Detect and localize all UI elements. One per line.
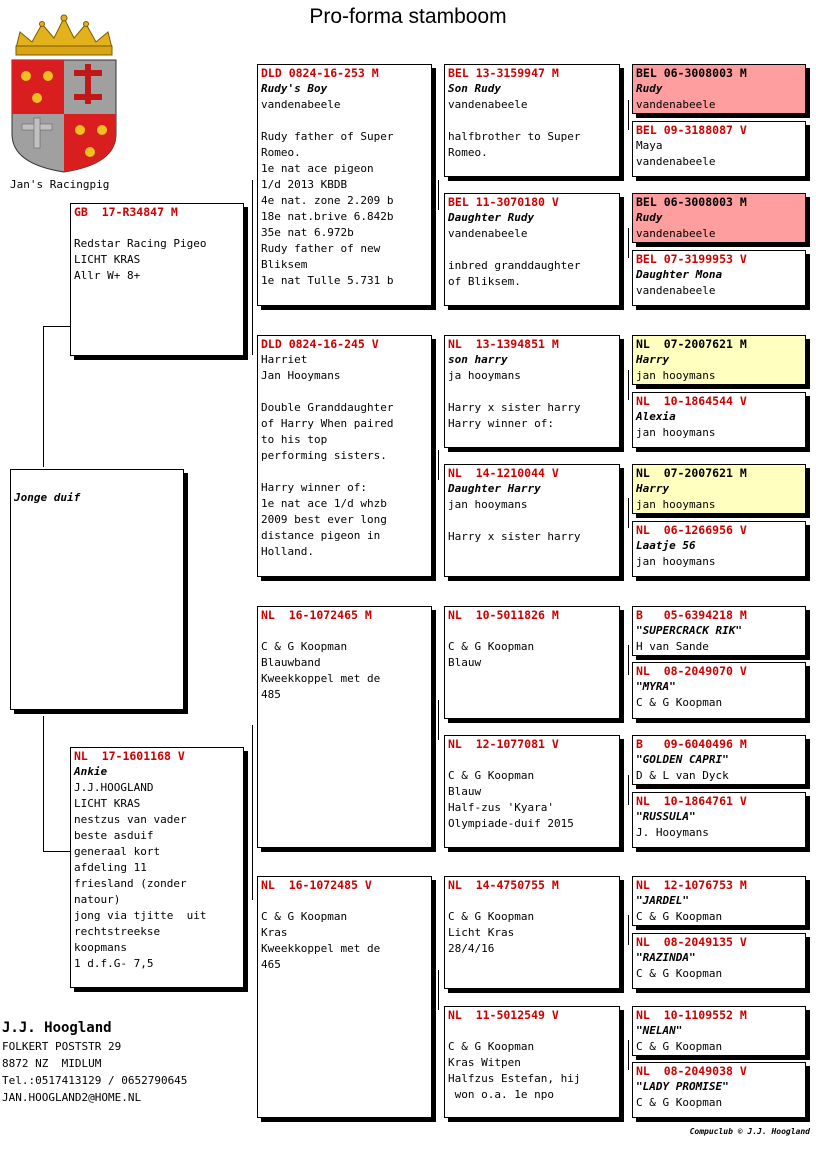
pigeon-info-line: distance pigeon in bbox=[261, 529, 381, 542]
pedigree-box-g12 bbox=[632, 792, 806, 848]
pedigree-box-g15 bbox=[632, 1006, 806, 1056]
ring-number: NL 08-2049135 V bbox=[636, 935, 747, 949]
pigeon-info-line: 1 d.f.G- 7,5 bbox=[74, 957, 154, 970]
pigeon-name: Daughter Mona bbox=[636, 268, 723, 281]
pigeon-info-line bbox=[445, 242, 619, 258]
pigeon-info-line: Double Granddaughter bbox=[261, 401, 394, 414]
pigeon-info-line: 18e nat.brive 6.842b bbox=[261, 210, 394, 223]
pigeon-name: "JARDEL" bbox=[636, 894, 689, 907]
pigeon-info-line bbox=[445, 623, 619, 639]
pedigree-box-sdd bbox=[444, 464, 620, 577]
pigeon-info-line: Half-zus 'Kyara' bbox=[448, 801, 554, 814]
pigeon-info-line: 4e nat. zone 2.209 b bbox=[261, 194, 394, 207]
pigeon-name: "SUPERCRACK RIK" bbox=[636, 624, 742, 637]
pigeon-info-line: C & G Koopman bbox=[636, 696, 723, 709]
pigeon-info-line: performing sisters. bbox=[261, 449, 387, 462]
connector-line bbox=[628, 100, 629, 130]
pigeon-info-line: vandenabeele bbox=[448, 98, 528, 111]
pigeon-info-line: J.J.HOOGLAND bbox=[74, 781, 154, 794]
ring-number: BEL 06-3008003 M bbox=[636, 66, 747, 80]
ring-number: BEL 07-3199953 V bbox=[636, 252, 747, 266]
pigeon-info-line: jan hooymans bbox=[636, 498, 716, 511]
pigeon-info-line: Harry x sister harry bbox=[448, 530, 581, 543]
owner-city: 8872 NZ MIDLUM bbox=[2, 1057, 102, 1070]
ring-number: BEL 09-3188087 V bbox=[636, 123, 747, 137]
pigeon-info-line: Blauwband bbox=[261, 656, 321, 669]
pigeon-name: son harry bbox=[448, 353, 508, 366]
ring-number: NL 16-1072485 V bbox=[261, 878, 372, 892]
loft-name: Jan's Racingpig bbox=[10, 178, 110, 191]
pigeon-info-line: Kras bbox=[261, 926, 288, 939]
ring-number: NL 10-1864544 V bbox=[636, 394, 747, 408]
ring-number: NL 08-2049038 V bbox=[636, 1064, 747, 1078]
pigeon-info-line: vandenabeele bbox=[448, 227, 528, 240]
ring-number: NL 10-1109552 M bbox=[636, 1008, 747, 1022]
pigeon-info-line: Bliksem bbox=[261, 258, 308, 271]
connector-line bbox=[628, 228, 629, 258]
pigeon-info-line: C & G Koopman bbox=[261, 640, 348, 653]
ring-number: NL 08-2049070 V bbox=[636, 664, 747, 678]
pigeon-info-line: halfbrother to Super bbox=[448, 130, 581, 143]
pigeon-name: Alexia bbox=[636, 410, 676, 423]
coat-of-arms-logo bbox=[8, 14, 120, 174]
connector-line bbox=[628, 775, 629, 805]
footer-credit: Compuclub © J.J. Hoogland bbox=[689, 1127, 810, 1136]
pigeon-info-line: C & G Koopman bbox=[448, 910, 535, 923]
pigeon-info-line bbox=[258, 623, 431, 639]
pigeon-info-line: LICHT KRAS bbox=[74, 797, 141, 810]
pigeon-info-line: vandenabeele bbox=[636, 284, 716, 297]
ring-number: NL 10-1864761 V bbox=[636, 794, 747, 808]
ring-number: NL 07-2007621 M bbox=[636, 466, 747, 480]
pigeon-info-line: ja hooymans bbox=[448, 369, 521, 382]
pigeon-name: Jonge duif bbox=[14, 491, 81, 504]
page-title: Pro-forma stamboom bbox=[309, 5, 507, 28]
pigeon-info-line: friesland (zonder bbox=[74, 877, 187, 890]
pigeon-name: Harry bbox=[636, 353, 670, 366]
pigeon-info-line bbox=[445, 1023, 619, 1039]
pedigree-box-g9 bbox=[632, 606, 806, 656]
pigeon-name: "RUSSULA" bbox=[636, 810, 696, 823]
pigeon-info-line bbox=[258, 464, 431, 480]
ring-number: NL 06-1266956 V bbox=[636, 523, 747, 537]
pedigree-box-dsd bbox=[444, 735, 620, 848]
pigeon-info-line: koopmans bbox=[74, 941, 127, 954]
pigeon-info-line: C & G Koopman bbox=[636, 910, 723, 923]
pigeon-info-line: Olympiade-duif 2015 bbox=[448, 817, 574, 830]
pigeon-name: Son Rudy bbox=[448, 82, 501, 95]
pedigree-box-g4 bbox=[632, 250, 806, 306]
pigeon-name: Rudy's Boy bbox=[261, 82, 328, 95]
ring-number: NL 12-1076753 M bbox=[636, 878, 747, 892]
pigeon-info-line: C & G Koopman bbox=[636, 1040, 723, 1053]
pigeon-info-line: Harry winner of: bbox=[261, 481, 367, 494]
pigeon-info-line: C & G Koopman bbox=[636, 1096, 723, 1109]
connector-line bbox=[252, 180, 253, 355]
ring-number: B 09-6040496 M bbox=[636, 737, 747, 751]
pigeon-info-line: Licht Kras bbox=[448, 926, 515, 939]
ring-number: DLD 0824-16-245 V bbox=[261, 337, 379, 351]
pigeon-info-line: jan hooymans bbox=[636, 369, 716, 382]
connector-line bbox=[438, 700, 439, 740]
pigeon-info-line: Jan Hooymans bbox=[261, 369, 341, 382]
pigeon-info-line: Redstar Racing Pigeo bbox=[74, 237, 207, 250]
pigeon-name: Ankie bbox=[74, 765, 108, 778]
pedigree-box-g6 bbox=[632, 392, 806, 448]
pigeon-info-line: D & L van Dyck bbox=[636, 769, 729, 782]
pigeon-name: "RAZINDA" bbox=[636, 951, 696, 964]
pigeon-info-line bbox=[258, 384, 431, 400]
pedigree-box-sss bbox=[444, 64, 620, 177]
connector-line bbox=[252, 725, 253, 900]
pigeon-info-line bbox=[445, 113, 619, 129]
pigeon-info-line: Romeo. bbox=[261, 146, 301, 159]
pigeon-info-line: inbred granddaughter bbox=[448, 259, 581, 272]
connector-line bbox=[43, 851, 71, 852]
ring-number: B 05-6394218 M bbox=[636, 608, 747, 622]
pedigree-box-sds bbox=[444, 335, 620, 448]
pigeon-info-line: 2009 best ever long bbox=[261, 513, 387, 526]
pedigree-box-g5 bbox=[632, 335, 806, 385]
pedigree-box-ssd bbox=[444, 193, 620, 306]
pigeon-name: Daughter Harry bbox=[448, 482, 541, 495]
owner-block bbox=[2, 1018, 187, 1106]
pigeon-info-line bbox=[445, 513, 619, 529]
connector-line bbox=[628, 370, 629, 400]
pigeon-info-line: Kras Witpen bbox=[448, 1056, 521, 1069]
pigeon-info-line: jan hooymans bbox=[448, 498, 528, 511]
pigeon-info-line: jan hooymans bbox=[636, 426, 716, 439]
pigeon-info-line: 35e nat 6.972b bbox=[261, 226, 354, 239]
pigeon-info-line: C & G Koopman bbox=[448, 640, 535, 653]
pigeon-info-line: 28/4/16 bbox=[448, 942, 495, 955]
pigeon-info-line: of Harry When paired bbox=[261, 417, 394, 430]
pigeon-info-line: Romeo. bbox=[448, 146, 488, 159]
connector-line bbox=[628, 915, 629, 945]
pigeon-info-line: nestzus van vader bbox=[74, 813, 187, 826]
pedigree-box-dss bbox=[444, 606, 620, 719]
pedigree-box-dam-sire bbox=[257, 606, 432, 848]
pigeon-info-line bbox=[258, 893, 431, 909]
ring-number: GB 17-R34847 M bbox=[74, 205, 178, 219]
pigeon-info-line: vandenabeele bbox=[636, 98, 716, 111]
pedigree-box-subject bbox=[10, 469, 184, 710]
pigeon-info-line: C & G Koopman bbox=[636, 967, 723, 980]
ring-number: NL 12-1077081 V bbox=[448, 737, 559, 751]
ring-number: NL 10-5011826 M bbox=[448, 608, 559, 622]
pigeon-info-line bbox=[258, 113, 431, 129]
pigeon-info-line: Blauw bbox=[448, 656, 482, 669]
pigeon-name: "MYRA" bbox=[636, 680, 676, 693]
ring-number: NL 17-1601168 V bbox=[74, 749, 185, 763]
connector-line bbox=[628, 498, 629, 528]
pigeon-info-line: Kweekkoppel met de bbox=[261, 942, 381, 955]
pigeon-info-line: Maya bbox=[636, 139, 663, 152]
pigeon-info-line: vandenabeele bbox=[636, 155, 716, 168]
pedigree-box-dam-dam bbox=[257, 876, 432, 1118]
pigeon-info-line: jan hooymans bbox=[636, 555, 716, 568]
pigeon-info-line: Harriet bbox=[261, 353, 308, 366]
pigeon-info-line: beste asduif bbox=[74, 829, 154, 842]
pigeon-info-line: Kweekkoppel met de bbox=[261, 672, 381, 685]
pigeon-info-line bbox=[445, 384, 619, 400]
pigeon-info-line: Blauw bbox=[448, 785, 482, 798]
owner-phone: Tel.:0517413129 / 0652790645 bbox=[2, 1074, 188, 1087]
pigeon-info-line: C & G Koopman bbox=[448, 1040, 535, 1053]
pigeon-info-line: Allr W+ 8+ bbox=[74, 269, 141, 282]
ring-number: BEL 11-3070180 V bbox=[448, 195, 559, 209]
pedigree-box-ddd bbox=[444, 1006, 620, 1118]
pigeon-name: Harry bbox=[636, 482, 670, 495]
pedigree-box-g3 bbox=[632, 193, 806, 243]
ring-number: NL 16-1072465 M bbox=[261, 608, 372, 622]
pedigree-box-g10 bbox=[632, 662, 806, 719]
ring-number: BEL 06-3008003 M bbox=[636, 195, 747, 209]
pigeon-info-line: H van Sande bbox=[636, 640, 709, 653]
pedigree-box-sire bbox=[70, 203, 244, 356]
connector-line bbox=[43, 326, 71, 327]
connector-line bbox=[438, 970, 439, 1010]
pigeon-info-line: 1/d 2013 KBDB bbox=[261, 178, 348, 191]
connector-line bbox=[628, 1040, 629, 1070]
ring-number: BEL 13-3159947 M bbox=[448, 66, 559, 80]
owner-address: FOLKERT POSTSTR 29 bbox=[2, 1040, 122, 1053]
connector-line bbox=[628, 645, 629, 675]
pigeon-info-line: natour) bbox=[74, 893, 121, 906]
pedigree-box-g13 bbox=[632, 876, 806, 926]
connector-line bbox=[43, 716, 44, 851]
pigeon-name: Daughter Rudy bbox=[448, 211, 535, 224]
pigeon-info-line: 1e nat Tulle 5.731 b bbox=[261, 274, 394, 287]
ring-number: NL 13-1394851 M bbox=[448, 337, 559, 351]
ring-number: NL 11-5012549 V bbox=[448, 1008, 559, 1022]
pedigree-box-g1 bbox=[632, 64, 806, 114]
pigeon-info-line: jong via tjitte uit bbox=[74, 909, 207, 922]
pedigree-box-dam bbox=[70, 747, 244, 988]
pigeon-info-line bbox=[445, 752, 619, 768]
connector-line bbox=[438, 450, 439, 480]
pigeon-info-line: C & G Koopman bbox=[261, 910, 348, 923]
pedigree-box-g11 bbox=[632, 735, 806, 785]
pigeon-info-line: 1e nat ace 1/d whzb bbox=[261, 497, 387, 510]
pigeon-name: Rudy bbox=[636, 82, 663, 95]
pigeon-info-line: LICHT KRAS bbox=[74, 253, 141, 266]
connector-line bbox=[438, 180, 439, 210]
ring-number: NL 14-4750755 M bbox=[448, 878, 559, 892]
pigeon-name: "GOLDEN CAPRI" bbox=[636, 753, 729, 766]
ring-number: NL 07-2007621 M bbox=[636, 337, 747, 351]
connector-line bbox=[43, 326, 44, 467]
pedigree-box-g7 bbox=[632, 464, 806, 514]
pigeon-name: Laatje 56 bbox=[636, 539, 696, 552]
pigeon-info-line bbox=[445, 893, 619, 909]
pigeon-info-line: Holland. bbox=[261, 545, 314, 558]
pigeon-info-line: vandenabeele bbox=[261, 98, 341, 111]
pigeon-info-line: afdeling 11 bbox=[74, 861, 147, 874]
ring-number: NL 14-1210044 V bbox=[448, 466, 559, 480]
pedigree-box-g16 bbox=[632, 1062, 806, 1118]
ring-number: DLD 0824-16-253 M bbox=[261, 66, 379, 80]
pedigree-box-sire-sire bbox=[257, 64, 432, 306]
pigeon-name: "NELAN" bbox=[636, 1024, 683, 1037]
pigeon-info-line: of Bliksem. bbox=[448, 275, 521, 288]
pigeon-info-line: vandenabeele bbox=[636, 227, 716, 240]
pigeon-name: "LADY PROMISE" bbox=[636, 1080, 729, 1093]
owner-email: JAN.HOOGLAND2@HOME.NL bbox=[2, 1091, 142, 1104]
owner-name: J.J. Hoogland bbox=[2, 1020, 112, 1036]
pigeon-info-line: Harry winner of: bbox=[448, 417, 554, 430]
pigeon-info-line: Rudy father of new bbox=[261, 242, 381, 255]
pigeon-info-line: 485 bbox=[261, 688, 281, 701]
pigeon-info-line: J. Hooymans bbox=[636, 826, 709, 839]
pigeon-info-line: C & G Koopman bbox=[448, 769, 535, 782]
pedigree-box-sire-dam bbox=[257, 335, 432, 577]
pigeon-info-line: rechtstreekse bbox=[74, 925, 161, 938]
pedigree-box-dds bbox=[444, 876, 620, 989]
pedigree-box-g8 bbox=[632, 521, 806, 577]
pigeon-info-line: Harry x sister harry bbox=[448, 401, 581, 414]
pigeon-info-line bbox=[71, 220, 243, 236]
pigeon-info-line: Halfzus Estefan, hij bbox=[448, 1072, 581, 1085]
pedigree-box-g2 bbox=[632, 121, 806, 177]
pigeon-info-line: won o.a. 1e npo bbox=[448, 1088, 554, 1101]
pigeon-info-line: to his top bbox=[261, 433, 328, 446]
pedigree-box-g14 bbox=[632, 933, 806, 989]
pigeon-info-line: 465 bbox=[261, 958, 281, 971]
pigeon-info-line: 1e nat ace pigeon bbox=[261, 162, 374, 175]
pigeon-info-line: generaal kort bbox=[74, 845, 161, 858]
pigeon-info-line: Rudy father of Super bbox=[261, 130, 394, 143]
pigeon-name: Rudy bbox=[636, 211, 663, 224]
